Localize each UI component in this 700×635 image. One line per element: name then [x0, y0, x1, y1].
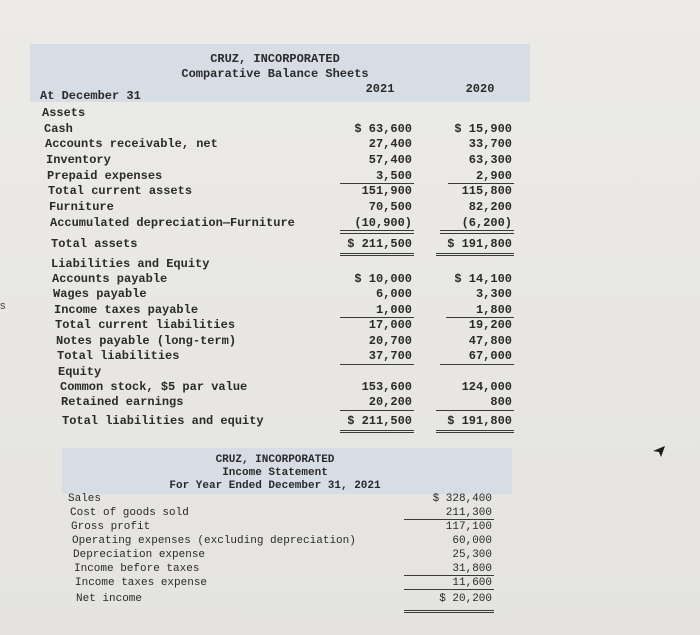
underline-rule — [340, 230, 414, 231]
bs-row-label: Equity — [58, 365, 102, 379]
is-period: For Year Ended December 31, 2021 — [169, 480, 381, 492]
bs-row-label: Notes payable (long-term) — [56, 334, 237, 348]
bs-row-value-2021: 17,000 — [368, 318, 412, 332]
underline-rule — [404, 575, 494, 576]
underline-rule — [440, 364, 514, 365]
bs-row-value-2020: 800 — [490, 395, 512, 409]
bs-row-value-2020: 1,800 — [475, 303, 512, 317]
bs-row-label: Accounts receivable, net — [45, 137, 218, 151]
underline-rule — [404, 612, 494, 613]
bs-row-label: Assets — [42, 106, 86, 120]
bs-row-label: Accounts payable — [52, 272, 168, 286]
is-row-label: Net income — [76, 593, 143, 605]
underline-rule — [340, 233, 414, 234]
is-row-value: 25,300 — [452, 549, 492, 561]
is-row-value: 211,300 — [445, 507, 492, 519]
is-row-label: Income before taxes — [74, 563, 200, 575]
is-row-label: Sales — [68, 493, 102, 505]
bs-row-value-2020: 3,300 — [475, 287, 512, 301]
is-row-label: Operating expenses (excluding depreciation) — [72, 535, 356, 547]
underline-rule — [436, 410, 514, 411]
underline-rule — [404, 589, 494, 590]
bs-row-value-2021: 20,700 — [368, 334, 412, 348]
is-row-label: Depreciation expense — [73, 549, 206, 561]
bs-row-label: Accumulated depreciation—Furniture — [50, 216, 295, 230]
underline-rule — [436, 432, 514, 433]
bs-row-label: Common stock, $5 par value — [60, 380, 248, 394]
underline-rule — [340, 430, 414, 431]
underline-rule — [340, 255, 414, 256]
underline-rule — [446, 317, 514, 318]
bs-row-value-2020: 124,000 — [461, 380, 512, 394]
margin-mark: s — [0, 300, 6, 312]
bs-year-2020: 2020 — [465, 82, 495, 96]
underline-rule — [340, 364, 414, 365]
bs-row-value-2020: $ 191,800 — [447, 414, 512, 428]
bs-row-label: Total current assets — [48, 184, 193, 198]
underline-rule — [404, 519, 494, 520]
bs-row-value-2020: $ 15,900 — [454, 122, 512, 136]
bs-row-label: Total assets — [51, 237, 138, 251]
bs-company-name: CRUZ, INCORPORATED — [210, 52, 340, 66]
underline-rule — [340, 317, 414, 318]
bs-row-value-2021: $ 10,000 — [354, 272, 412, 286]
bs-row-value-2020: $ 14,100 — [454, 272, 512, 286]
is-row-label: Gross profit — [71, 521, 151, 533]
bs-row-value-2020: 33,700 — [468, 137, 512, 151]
bs-row-label: Total liabilities — [57, 349, 180, 363]
underline-rule — [340, 410, 414, 411]
bs-row-value-2020: $ 191,800 — [447, 237, 512, 251]
bs-row-value-2021: $ 63,600 — [354, 122, 412, 136]
bs-row-value-2021: 20,200 — [368, 395, 412, 409]
underline-rule — [440, 233, 514, 234]
bs-row-value-2020: 19,200 — [468, 318, 512, 332]
bs-row-value-2020: 82,200 — [468, 200, 512, 214]
bs-row-label: Retained earnings — [61, 395, 184, 409]
bs-row-value-2020: (6,200) — [461, 216, 512, 230]
bs-row-label: Total current liabilities — [55, 318, 236, 332]
bs-row-label: Cash — [44, 122, 73, 136]
is-row-label: Cost of goods sold — [70, 507, 189, 519]
bs-row-value-2021: 70,500 — [368, 200, 412, 214]
bs-row-value-2020: 2,900 — [475, 169, 512, 183]
underline-rule — [448, 183, 514, 184]
bs-row-label: Total liabilities and equity — [62, 414, 264, 428]
bs-row-label: Income taxes payable — [54, 303, 199, 317]
bs-row-value-2020: 115,800 — [461, 184, 512, 198]
bs-row-value-2021: 6,000 — [375, 287, 412, 301]
bs-title: Comparative Balance Sheets — [181, 67, 369, 81]
bs-row-value-2021: 151,900 — [361, 184, 412, 198]
bs-row-value-2020: 67,000 — [468, 349, 512, 363]
bs-row-label: Furniture — [49, 200, 114, 214]
underline-rule — [436, 430, 514, 431]
bs-row-value-2021: 1,000 — [375, 303, 412, 317]
underline-rule — [436, 253, 514, 254]
is-row-value: 31,800 — [452, 563, 492, 575]
underline-rule — [340, 183, 414, 184]
is-row-value: $ 20,200 — [439, 593, 492, 605]
is-row-value: $ 328,400 — [432, 493, 492, 505]
bs-row-value-2021: $ 211,500 — [347, 414, 412, 428]
bs-year-2021: 2021 — [365, 82, 395, 96]
bs-row-value-2020: 47,800 — [468, 334, 512, 348]
bs-date-label: At December 31 — [40, 89, 141, 103]
bs-row-value-2021: 37,700 — [368, 349, 412, 363]
bs-row-value-2021: 27,400 — [368, 137, 412, 151]
bs-row-value-2021: 153,600 — [361, 380, 412, 394]
is-row-value: 60,000 — [452, 535, 492, 547]
is-row-value: 11,600 — [452, 577, 492, 589]
is-row-label: Income taxes expense — [75, 577, 208, 589]
underline-rule — [340, 432, 414, 433]
is-company-name: CRUZ, INCORPORATED — [215, 454, 335, 466]
underline-rule — [436, 255, 514, 256]
is-row-value: 117,100 — [445, 521, 492, 533]
underline-rule — [340, 253, 414, 254]
cursor-arrow-icon — [652, 444, 666, 458]
bs-row-label: Liabilities and Equity — [51, 257, 210, 271]
is-title: Income Statement — [222, 467, 328, 479]
bs-row-label: Prepaid expenses — [47, 169, 163, 183]
bs-row-value-2021: 57,400 — [368, 153, 412, 167]
bs-row-value-2021: $ 211,500 — [347, 237, 412, 251]
underline-rule — [440, 230, 514, 231]
bs-row-label: Wages payable — [53, 287, 147, 301]
bs-row-value-2021: 3,500 — [375, 169, 412, 183]
underline-rule — [404, 610, 494, 611]
bs-row-label: Inventory — [46, 153, 111, 167]
bs-row-value-2020: 63,300 — [468, 153, 512, 167]
bs-row-value-2021: (10,900) — [354, 216, 412, 230]
